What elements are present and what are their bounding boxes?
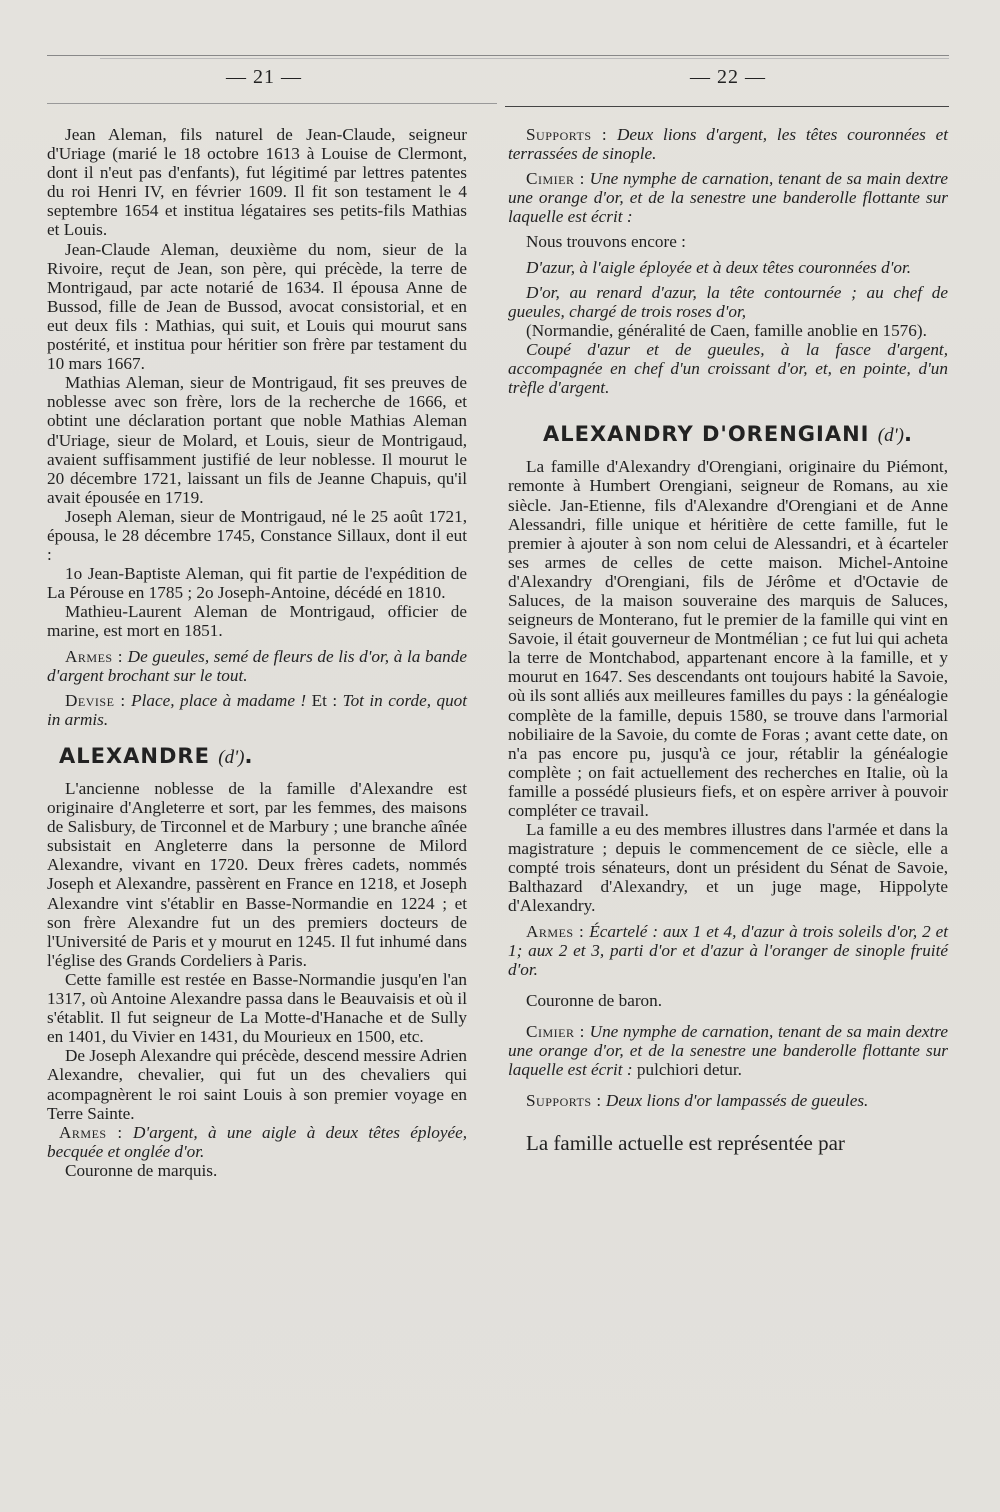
cimier-alexandry-text: Une nymphe de carnation, tenant de sa main dextre une orange d'or, et de la senestre une banderolle flottante sur laquelle est écrit : xyxy=(508,1021,948,1080)
supports-alexandry xyxy=(508,1091,948,1110)
armes-alexandre-label: Armes : xyxy=(59,1122,123,1142)
left-column xyxy=(47,125,467,1180)
supports-label: Supports : xyxy=(526,125,608,144)
paragraph-alexandre-origin: L'ancienne noblesse de la famille d'Alexandre est originaire d'Angleterre et sort, par les femmes, des maisons de Salisbury, de Tirconnel et de Marbury ; une branche aînée subsistait en Angleterre dans la personne de Milord Alexandre, vivant en 1720. Deux frères cadets, nommés Joseph et Alexandre, passèrent en France en 1218, et Joseph Alexandre vint s'établir en Basse-Normandie en 1224 ; et son frère Alexandre fut un des premiers docteurs de l'Université de Paris et y mourut en 1245. Il fut inhumé dans l'église des Grands Cordeliers à Paris. xyxy=(47,779,467,970)
cimier-alexandry-label: Cimier : xyxy=(526,1021,585,1041)
heading-alexandre-particle: (d') xyxy=(218,746,245,768)
armes-aleman xyxy=(47,647,467,685)
cimier-aleman xyxy=(508,169,948,226)
cimier-text: Une nymphe de carnation, tenant de sa main dextre une orange d'or, et de la senestre une banderolle flottante sur laquelle est écrit : xyxy=(508,169,948,227)
armes-text: De gueules, semé de fleurs de lis d'or, à la bande d'argent brochant sur le tout. xyxy=(47,646,467,685)
left-page-number: — 21 — xyxy=(226,66,302,88)
supports-aleman xyxy=(508,125,948,163)
armes-alexandry-text: Écartelé : aux 1 et 4, d'azur à trois soleils d'or, 2 et 1; aux 2 et 3, parti d'or et d'azur à l'oranger de sinople fruité d'or. xyxy=(508,921,948,979)
cimier-motto: pulchiori detur. xyxy=(636,1060,742,1080)
paragraph-mathias-aleman: Mathias Aleman, sieur de Montrigaud, fit ses preuves de noblesse avec son frère, lors de la recherche de 1666, et obtint une déclaration portant que noble Mathias Aleman d'Uriage, sieur de Molard, et Louis, sieur de Montrigaud, avaient suffisamment justifié de leur noblesse. Il mourut le 20 décembre 1721, laissant un fils de Jeanne Chapuis, qu'il avait épousée en 1719. xyxy=(47,373,467,507)
paragraph-alexandre-normandie: Cette famille est restée en Basse-Normandie jusqu'en l'an 1317, où Antoine Alexandre passa dans le Beauvaisis et où il s'établit. Il fut seigneur de La Motte-d'Hanache et de Sully en 1401, du Vivier en 1431, du Mourieux en 1500, etc. xyxy=(47,969,467,1047)
heading-alexandry: ALEXANDRY D'ORENGIANI (d'). xyxy=(543,422,913,447)
armes-label: Armes : xyxy=(65,646,124,666)
devise-text-1: Place, place à madame ! xyxy=(131,690,307,710)
devise-join: Et : xyxy=(311,690,338,710)
top-rule xyxy=(47,55,949,56)
heading-alexandre-name: ALEXANDRE xyxy=(59,743,210,768)
paragraph-mathieu-laurent: Mathieu-Laurent Aleman de Montrigaud, officier de marine, est mort en 1851. xyxy=(47,602,467,641)
armes-alexandry-label: Armes : xyxy=(526,921,585,941)
blason-2: D'or, au renard d'azur, la tête contournée ; au chef de gueules, chargé de trois roses d'or, xyxy=(508,282,948,321)
heading-alexandry-particle: (d') xyxy=(877,425,904,447)
paragraph-alexandry-members: La famille a eu des membres illustres dans l'armée et dans la magistrature ; depuis le commencement de ce siècle, elle a compté trois sénateurs, dont un président du Sénat de Savoie, Balthazard d'Alexandry, et un juge mage, Hippolyte d'Alexandry. xyxy=(508,820,948,916)
paragraph-alexandry-history: La famille d'Alexandry d'Orengiani, originaire du Piémont, remonte à Humbert Orengiani, seigneur de Romans, au xie siècle. Jan-Etienne, fils d'Alexandre d'Orengiani et de Anne Alessandri, fille unique et héritière de cette famille, fut le premier à ajouter à son nom celui de Alessandri, et à écarteler ses armes de celles de cette maison. Michel-Antoine d'Alexandry d'Orengiani, fils de Jérôme et d'Octavie de Saluces, de la maison souveraine des marquis de Saluces, seigneurs de Monterano, fut le premier de la famille qui vint en Savoie, il était gouverneur de Montmélian ; ce fut lui qui acheta la terre de Montchabod, appartenant encore à la famille, et y mourut en 1647. Ses descendants ont toujours habité la Savoie, où ils sont alliés aux meilleures familles du pays : la généalogie complète de la famille, depuis 1580, se trouve dans l'armorial nobiliaire de la Savoie, du comte de Foras ; avant cette date, on n'a pas encore pu, jusqu'à ce jour, rétablir la généalogie complète ; on fait actuellement des recherches en Italie, où la famille a possédé plusieurs fiefs, et on espère arriver à pouvoir compléter ce travail. xyxy=(508,457,948,820)
paragraph-jean-claude-aleman: Jean-Claude Aleman, deuxième du nom, sieur de la Rivoire, reçut de Jean, son père, qui précède, la terre de Montrigaud, par acte notarié de 1634. Il épousa Anne de Bussod, fille de Jean de Bussod, avocat consistorial, et en eut deux fils : Mathias, qui suit, et Louis qui mourut sans postérité, et institua pour héritier son frère par testament du 10 mars 1667. xyxy=(47,239,467,374)
famille-actuelle: La famille actuelle est représentée par xyxy=(526,1131,845,1156)
right-page-number: — 22 — xyxy=(690,66,766,88)
heading-alexandre: ALEXANDRE (d'). xyxy=(59,743,254,768)
top-rule-inner xyxy=(100,58,949,59)
devise-aleman xyxy=(47,691,467,729)
devise-text-2: Tot in corde, quot in armis. xyxy=(47,690,468,729)
blason-1: D'azur, à l'aigle éployée et à deux têtes couronnées d'or. xyxy=(526,257,912,277)
couronne-marquis: Couronne de marquis. xyxy=(65,1160,218,1180)
couronne-baron: Couronne de baron. xyxy=(526,990,663,1010)
armes-alexandre xyxy=(47,1123,467,1161)
nous-trouvons: Nous trouvons encore : xyxy=(526,232,686,252)
right-header-rule xyxy=(505,106,949,107)
supports-alexandry-text: Deux lions d'or lampassés de gueules. xyxy=(605,1091,869,1111)
armes-alexandry xyxy=(508,922,948,979)
paragraph-children: 1o Jean-Baptiste Aleman, qui fit partie de l'expédition de La Pérouse en 1785 ; 2o Joseph-Antoine, décédé en 1810. xyxy=(47,564,467,603)
devise-label: Devise : xyxy=(65,690,126,710)
supports-alexandry-label: Supports : xyxy=(526,1091,602,1111)
paragraph-jean-aleman: Jean Aleman, fils naturel de Jean-Claude, seigneur d'Uriage (marié le 18 octobre 1613 à Louise de Clermont, dont il n'eut pas d'enfants), fut légitimé par lettres patentes du roi Henri IV, en février 1609. Il fit son testament le 4 septembre 1654 et institua légataires ses petits-fils Mathias et Louis. xyxy=(47,125,467,240)
heading-alexandry-name: ALEXANDRY D'ORENGIANI xyxy=(543,422,870,447)
left-header-rule xyxy=(47,103,497,104)
right-column xyxy=(508,125,948,1156)
cimier-alexandry xyxy=(508,1022,948,1079)
blason-2-note: (Normandie, généralité de Caen, famille anoblie en 1576). xyxy=(526,320,927,340)
cimier-label: Cimier : xyxy=(526,169,585,189)
armes-alexandre-text: D'argent, à une aigle à deux têtes éployée, becquée et onglée d'or. xyxy=(47,1122,467,1161)
blason-3: Coupé d'azur et de gueules, à la fasce d'argent, accompagnée en chef d'un croissant d'or, et, en pointe, d'un trèfle d'argent. xyxy=(508,339,948,398)
paragraph-joseph-aleman: Joseph Aleman, sieur de Montrigaud, né le 25 août 1721, épousa, le 28 décembre 1745, Constance Sillaux, dont il eut : xyxy=(47,506,467,565)
paragraph-adrien-alexandre: De Joseph Alexandre qui précède, descend messire Adrien Alexandre, chevalier, qui fut un des chevaliers qui acompagnèrent le roi saint Louis à son premier voyage en Terre Sainte. xyxy=(47,1046,467,1123)
supports-text: Deux lions d'argent, les têtes couronnées et terrassées de sinople. xyxy=(508,125,948,164)
